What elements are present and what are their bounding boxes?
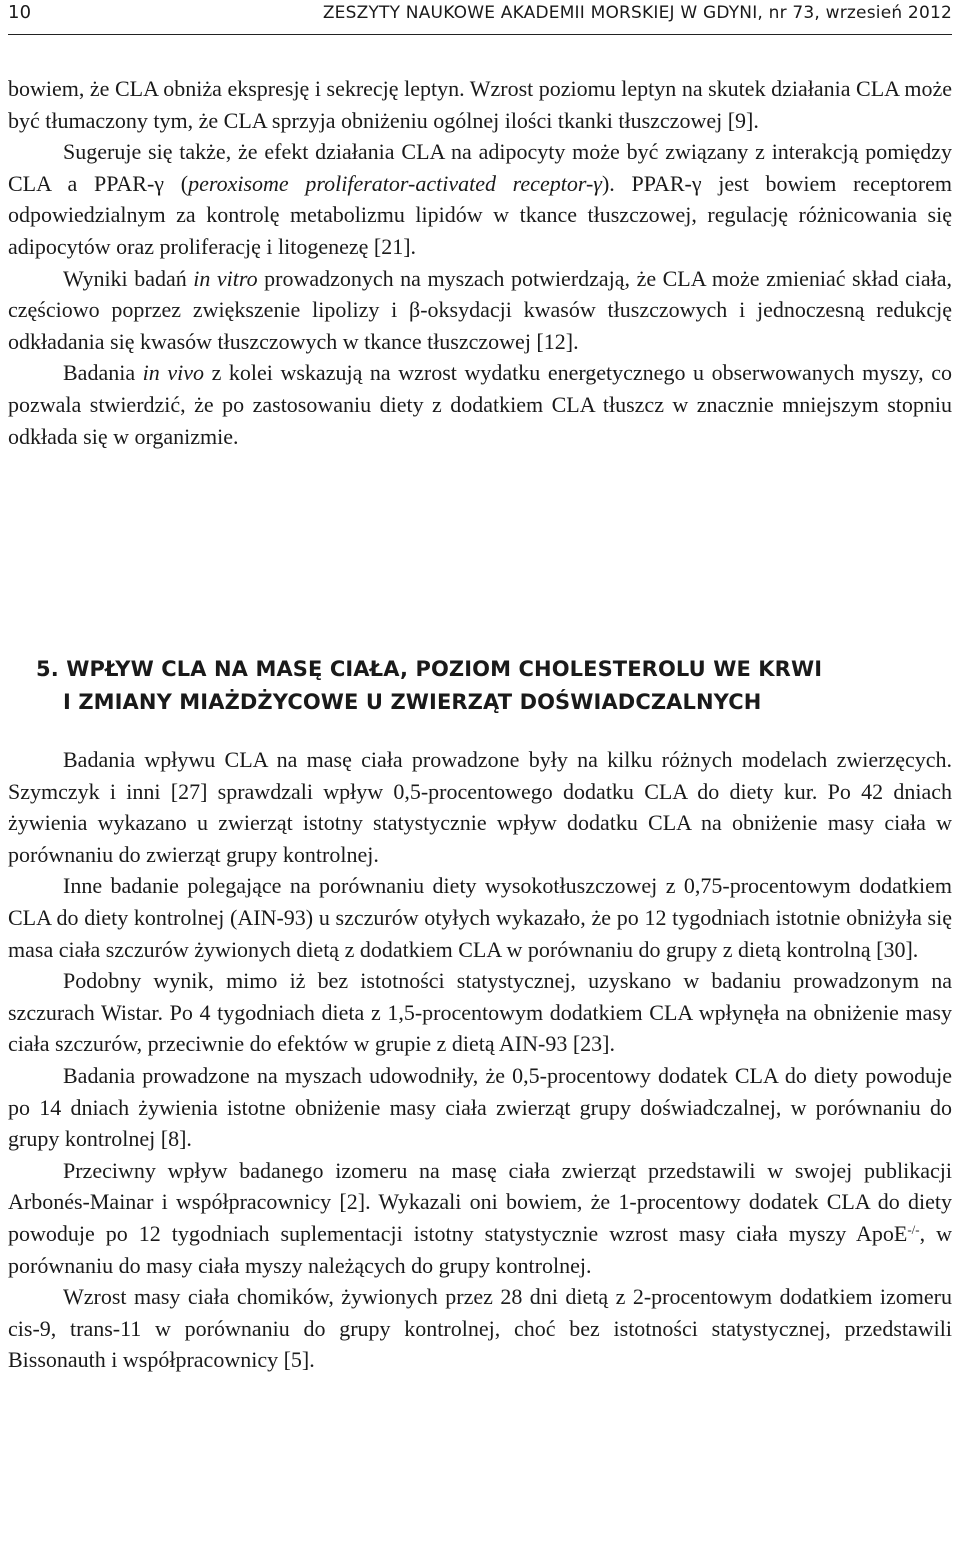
running-header [8, 0, 952, 35]
paragraph [8, 357, 952, 452]
paragraph: Inne badanie polegające na porównaniu diety wysokotłuszczowej z 0,75-procentowym dodatkiem CLA do diety kontrolnej (AIN-93) u szczurów otyłych wykazało, że po 12 tygodniach istotnie obniżyła się masa ciała szczurów żywionych dietą z dodatkiem CLA w porównaniu do grupy z dietą kontrolną [30]. [8, 873, 952, 962]
paragraph: Wzrost masy ciała chomików, żywionych przez 28 dni dietą z 2-procentowym dodatkiem izomeru cis-9, trans-11 w porównaniu do grupy kontrolnej, choć bez istotności statystycznej, przedstawili Bissonauth i współpracownicy [5]. [8, 1284, 952, 1373]
paragraph [8, 1155, 952, 1281]
paragraph: Badania prowadzone na myszach udowodniły, że 0,5-procentowy dodatek CLA do diety powoduje po 14 dniach żywienia istotne obniżenie masy ciała zwierząt grupy doświadczalnej, w porównaniu do grupy kontrolnej [8]. [8, 1062, 952, 1152]
text-block-upper [8, 73, 952, 452]
paragraph [8, 73, 952, 136]
paragraph: Badania wpływu CLA na masę ciała prowadzone były na kilku różnych modelach zwierzęcych. Szymczyk i inni [27] sprawdzali wpływ 0,5-procentowego dodatku CLA do diety kur. Po 42 dniach żywienia wykazano u zwierząt istotny statystycznie wpływ dodatku CLA na obniżenie masy ciała w porównaniu do zwierząt grupy kontrolnej. [8, 747, 952, 867]
italic-term: peroxisome proliferator-activated receptor-γ [188, 170, 602, 196]
paragraph [8, 263, 952, 358]
section-heading [8, 653, 952, 719]
paragraph-text: prowadzonych na myszach potwierdzają, że CLA może zmieniać skład ciała, częściowo poprzez zwiększenie lipolizy i β-oksydacji kwasów tłuszczowych i jednoczesną redukcję odkładania się kwasów tłuszczowych w tkance tłuszczowej [12]. [8, 265, 952, 354]
paragraph-text: Sugeruje się także, że efekt działania CLA na adipocyty może być związany z interakcją pomiędzy CLA a PPAR-γ ( [8, 139, 952, 196]
text-block-lower [8, 744, 952, 1376]
paragraph: Podobny wynik, mimo iż bez istotności statystycznej, uzyskano w badaniu prowadzonym na szczurach Wistar. Po 4 tygodniach dieta z 1,5-procentowym dodatkiem CLA wpłynęła na obniżenie masy ciała szczurów, przeciwnie do efektów w grupie z dietą AIN-93 [23]. [8, 968, 952, 1057]
paragraph [8, 136, 952, 262]
italic-term: in vitro [193, 265, 258, 291]
italic-term: in vivo [142, 360, 204, 386]
journal-title: ZESZYTY NAUKOWE AKADEMII MORSKIEJ W GDYNI, nr 73, wrzesień 2012 [322, 3, 952, 23]
page-number: 10 [8, 2, 32, 23]
paragraph-text: ). PPAR-γ jest bowiem receptorem odpowiedzialnym za kontrolę metabolizmu lipidów w tkance tłuszczowej, regulację różnicowania się adipocytów oraz proliferację i litogenezę [21]. [8, 170, 953, 259]
paragraph-text: , w porównaniu do masy ciała myszy należących do grupy kontrolnej. [8, 1220, 953, 1278]
paragraph-text: Wyniki badań [63, 265, 194, 291]
superscript: -/- [907, 1221, 920, 1237]
paragraph-text: Badania [63, 360, 143, 386]
paragraph-text: z kolei wskazują na wzrost wydatku energetycznego u obserwowanych myszy, co pozwala stwierdzić, że po zastosowaniu diety z dodatkiem CLA tłuszcz w znacznie mniejszym stopniu odkłada się w organizmie. [8, 360, 952, 449]
paragraph-text: Przeciwny wpływ badanego izomeru na masę ciała zwierząt przedstawili w swojej publikacji Arbonés-Mainar i współpracownicy [2]. Wykazali oni bowiem, że 1-procentowy dodatek CLA do diety powoduje po 12 tygodniach suplementacji istotny statystycznie wzrost masy ciała myszy ApoE [8, 1157, 952, 1246]
paragraph-text: bowiem, że CLA obniża ekspresję i sekrecję leptyn. Wzrost poziomu leptyn na skutek działania CLA może być tłumaczony tym, że CLA sprzyja obniżeniu ogólnej ilości tkanki tłuszczowej [9]. [8, 76, 952, 133]
section-heading-line: 5. WPŁYW CLA NA MASĘ CIAŁA, POZIOM CHOLESTEROLU WE KRWI [36, 657, 823, 681]
section-heading-line: I ZMIANY MIAŻDŻYCOWE U ZWIERZĄT DOŚWIADCZALNYCH [63, 690, 762, 714]
